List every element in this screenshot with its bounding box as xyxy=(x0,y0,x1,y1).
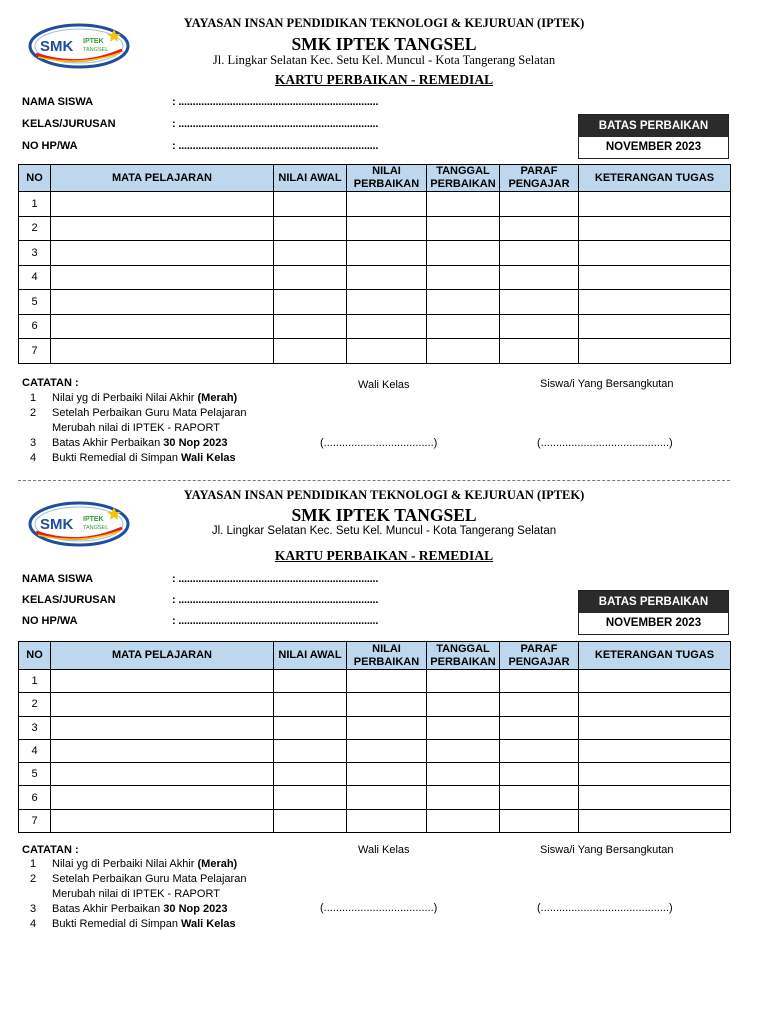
note-item xyxy=(30,918,330,932)
table-row xyxy=(19,739,731,762)
col-header-nilai-awal: NILAI AWAL xyxy=(274,165,347,192)
table-cell[interactable] xyxy=(347,670,427,693)
row-number: 4 xyxy=(19,265,51,290)
school-name: SMK IPTEK TANGSEL xyxy=(291,34,477,54)
foundation-name: YAYASAN INSAN PENDIDIKAN TEKNOLOGI & KEJURUAN (IPTEK) xyxy=(183,16,585,30)
table-cell[interactable] xyxy=(579,265,731,290)
note-item xyxy=(30,392,330,406)
note-item xyxy=(30,903,330,917)
note-text: Setelah Perbaikan Guru Mata Pelajaran xyxy=(52,407,247,419)
foundation-name: YAYASAN INSAN PENDIDIKAN TEKNOLOGI & KEJURUAN (IPTEK) xyxy=(183,488,585,502)
col-header-keterangan: KETERANGAN TUGAS xyxy=(579,642,731,670)
table-row xyxy=(19,290,731,315)
table-cell[interactable] xyxy=(500,314,579,339)
note-item xyxy=(30,858,330,872)
table-row xyxy=(19,216,731,241)
col-header-paraf: PARAF PENGAJAR xyxy=(500,642,579,670)
siswa-signature-line: (..........................................) xyxy=(537,437,673,449)
field-value-kelas: : ...................................................................... xyxy=(172,594,379,606)
table-cell[interactable] xyxy=(500,670,579,693)
table-row xyxy=(19,716,731,739)
logo-text-sub2: TANGSEL xyxy=(83,525,109,531)
row-number: 6 xyxy=(19,786,51,809)
table-row xyxy=(19,763,731,786)
table-cell[interactable] xyxy=(51,716,274,739)
table-cell[interactable] xyxy=(51,763,274,786)
note-bold: (Merah) xyxy=(197,392,238,404)
col-header-paraf: PARAF PENGAJAR xyxy=(500,165,579,192)
table-row xyxy=(19,314,731,339)
note-text: Merubah nilai di IPTEK - RAPORT xyxy=(52,422,220,434)
table-cell[interactable] xyxy=(500,290,579,315)
table-row xyxy=(19,241,731,266)
table-cell[interactable] xyxy=(274,716,347,739)
note-text: Merubah nilai di IPTEK - RAPORT xyxy=(52,888,220,900)
note-text: Bukti Remedial di Simpan xyxy=(52,452,182,464)
table-cell[interactable] xyxy=(347,786,427,809)
field-value-hp: : ...................................................................... xyxy=(172,140,379,152)
table-header-row xyxy=(19,642,731,670)
row-number: 3 xyxy=(19,241,51,266)
table-cell[interactable] xyxy=(427,693,500,716)
table-cell[interactable] xyxy=(427,241,500,266)
table-cell[interactable] xyxy=(427,809,500,832)
note-bold: (Merah) xyxy=(197,858,238,870)
table-row xyxy=(19,786,731,809)
wali-kelas-label: Wali Kelas xyxy=(358,379,410,391)
table-row xyxy=(19,192,731,217)
note-item xyxy=(30,452,330,466)
table-cell[interactable] xyxy=(274,290,347,315)
note-text: Setelah Perbaikan Guru Mata Pelajaran xyxy=(52,873,247,885)
logo-text-sub2: TANGSEL xyxy=(83,47,109,53)
table-cell[interactable] xyxy=(274,693,347,716)
field-label-hp: NO HP/WA xyxy=(22,615,78,627)
table-cell[interactable] xyxy=(274,809,347,832)
wali-kelas-signature-line: (....................................) xyxy=(320,437,438,449)
note-number: 2 xyxy=(30,407,37,419)
remedial-card-1 xyxy=(0,0,768,476)
note-number: 2 xyxy=(30,873,37,885)
table-cell[interactable] xyxy=(274,314,347,339)
col-header-nilai-perbaikan: NILAI PERBAIKAN xyxy=(347,165,427,192)
table-cell[interactable] xyxy=(274,670,347,693)
deadline-value: NOVEMBER 2023 xyxy=(605,617,702,629)
siswa-signature-line: (..........................................) xyxy=(537,902,673,914)
note-text: Batas Akhir Perbaikan xyxy=(52,903,164,915)
note-text: Batas Akhir Perbaikan xyxy=(52,437,164,449)
table-cell[interactable] xyxy=(347,216,427,241)
table-cell[interactable] xyxy=(274,241,347,266)
note-text: Nilai yg di Perbaiki Nilai Akhir xyxy=(52,392,198,404)
table-cell[interactable] xyxy=(427,739,500,762)
table-cell[interactable] xyxy=(51,241,274,266)
table-cell[interactable] xyxy=(427,265,500,290)
table-cell[interactable] xyxy=(579,290,731,315)
card-title: KARTU PERBAIKAN - REMEDIAL xyxy=(274,72,494,87)
field-value-kelas: : ...................................................................... xyxy=(172,118,379,130)
note-bold: Wali Kelas xyxy=(181,452,236,464)
table-cell[interactable] xyxy=(500,739,579,762)
table-cell[interactable] xyxy=(500,809,579,832)
table-cell[interactable] xyxy=(579,216,731,241)
table-cell[interactable] xyxy=(274,216,347,241)
logo-text-sub1: IPTEK xyxy=(83,516,104,523)
table-cell[interactable] xyxy=(500,241,579,266)
table-cell[interactable] xyxy=(347,739,427,762)
table-row xyxy=(19,339,731,364)
table-cell[interactable] xyxy=(347,265,427,290)
col-header-keterangan: KETERANGAN TUGAS xyxy=(579,165,731,192)
table-cell[interactable] xyxy=(427,670,500,693)
table-cell[interactable] xyxy=(500,693,579,716)
table-cell[interactable] xyxy=(579,716,731,739)
table-cell[interactable] xyxy=(347,192,427,217)
table-cell[interactable] xyxy=(274,339,347,364)
table-cell[interactable] xyxy=(579,192,731,217)
note-number: 1 xyxy=(30,392,37,404)
table-cell[interactable] xyxy=(347,716,427,739)
deadline-value: NOVEMBER 2023 xyxy=(605,141,702,153)
table-cell[interactable] xyxy=(500,786,579,809)
table-row xyxy=(19,670,731,693)
table-cell[interactable] xyxy=(274,786,347,809)
note-number: 4 xyxy=(30,918,37,930)
note-bold: Wali Kelas xyxy=(181,918,236,930)
note-text: Bukti Remedial di Simpan xyxy=(52,918,182,930)
table-cell[interactable] xyxy=(427,763,500,786)
table-cell[interactable] xyxy=(579,809,731,832)
table-header-row xyxy=(19,165,731,192)
table-cell[interactable] xyxy=(51,670,274,693)
row-number: 6 xyxy=(19,314,51,339)
deadline-box xyxy=(578,590,729,635)
row-number: 3 xyxy=(19,716,51,739)
table-row xyxy=(19,265,731,290)
siswa-label: Siswa/i Yang Bersangkutan xyxy=(540,378,674,390)
table-cell[interactable] xyxy=(500,265,579,290)
table-cell[interactable] xyxy=(500,763,579,786)
note-number: 4 xyxy=(30,452,37,464)
field-label-kelas: KELAS/JURUSAN xyxy=(22,594,116,606)
table-cell[interactable] xyxy=(347,339,427,364)
remedial-table xyxy=(18,641,731,833)
note-number: 3 xyxy=(30,903,37,915)
table-cell[interactable] xyxy=(347,290,427,315)
table-cell[interactable] xyxy=(51,339,274,364)
note-text: Nilai yg di Perbaiki Nilai Akhir xyxy=(52,858,198,870)
table-cell[interactable] xyxy=(274,739,347,762)
col-header-mapel: MATA PELAJARAN xyxy=(51,165,274,192)
table-cell[interactable] xyxy=(427,192,500,217)
table-cell[interactable] xyxy=(274,763,347,786)
wali-kelas-signature-line: (....................................) xyxy=(320,902,438,914)
field-label-nama: NAMA SISWA xyxy=(22,573,94,585)
notes-title: CATATAN : xyxy=(22,377,79,389)
field-label-hp: NO HP/WA xyxy=(22,140,78,152)
note-bold: 30 Nop 2023 xyxy=(163,437,228,449)
field-value-hp: : ...................................................................... xyxy=(172,615,379,627)
table-cell[interactable] xyxy=(579,670,731,693)
col-header-no: NO xyxy=(19,642,51,670)
deadline-label: BATAS PERBAIKAN xyxy=(579,115,728,137)
logo-text-main: SMK xyxy=(40,516,74,533)
table-cell[interactable] xyxy=(347,241,427,266)
col-header-tanggal: TANGGAL PERBAIKAN xyxy=(427,642,500,670)
table-cell[interactable] xyxy=(51,786,274,809)
col-header-nilai-perbaikan: NILAI PERBAIKAN xyxy=(347,642,427,670)
row-number: 2 xyxy=(19,693,51,716)
table-cell[interactable] xyxy=(579,739,731,762)
table-cell[interactable] xyxy=(500,716,579,739)
logo-text-main: SMK xyxy=(40,38,74,55)
row-number: 7 xyxy=(19,339,51,364)
col-header-no: NO xyxy=(19,165,51,192)
note-item xyxy=(30,407,330,421)
table-cell[interactable] xyxy=(427,716,500,739)
table-row xyxy=(19,809,731,832)
table-cell[interactable] xyxy=(579,763,731,786)
table-cell[interactable] xyxy=(579,241,731,266)
row-number: 1 xyxy=(19,192,51,217)
remedial-table xyxy=(18,164,731,364)
table-cell[interactable] xyxy=(427,339,500,364)
table-cell[interactable] xyxy=(51,192,274,217)
row-number: 2 xyxy=(19,216,51,241)
table-cell[interactable] xyxy=(347,763,427,786)
table-cell[interactable] xyxy=(51,290,274,315)
note-number: 1 xyxy=(30,858,37,870)
field-label-nama: NAMA SISWA xyxy=(22,96,94,108)
field-value-nama: : ...................................................................... xyxy=(172,573,379,585)
school-address: Jl. Lingkar Selatan Kec. Setu Kel. Muncul - Kota Tangerang Selatan xyxy=(212,53,556,67)
table-cell[interactable] xyxy=(579,339,731,364)
col-header-tanggal: TANGGAL PERBAIKAN xyxy=(427,165,500,192)
table-cell[interactable] xyxy=(579,693,731,716)
table-cell[interactable] xyxy=(500,339,579,364)
note-number: 3 xyxy=(30,437,37,449)
cut-line xyxy=(18,480,730,481)
card-title: KARTU PERBAIKAN - REMEDIAL xyxy=(274,548,494,563)
note-bold: 30 Nop 2023 xyxy=(163,903,228,915)
row-number: 5 xyxy=(19,763,51,786)
table-cell[interactable] xyxy=(347,809,427,832)
table-cell[interactable] xyxy=(427,216,500,241)
table-cell[interactable] xyxy=(51,216,274,241)
table-cell[interactable] xyxy=(347,314,427,339)
row-number: 5 xyxy=(19,290,51,315)
row-number: 7 xyxy=(19,809,51,832)
table-cell[interactable] xyxy=(500,216,579,241)
table-cell[interactable] xyxy=(427,786,500,809)
note-item xyxy=(30,888,330,902)
table-cell[interactable] xyxy=(427,290,500,315)
table-cell[interactable] xyxy=(500,192,579,217)
table-cell[interactable] xyxy=(51,739,274,762)
table-cell[interactable] xyxy=(274,192,347,217)
table-cell[interactable] xyxy=(274,265,347,290)
notes-title: CATATAN : xyxy=(22,844,79,856)
col-header-mapel: MATA PELAJARAN xyxy=(51,642,274,670)
table-cell[interactable] xyxy=(51,693,274,716)
table-cell[interactable] xyxy=(579,786,731,809)
table-cell[interactable] xyxy=(427,314,500,339)
table-cell[interactable] xyxy=(51,809,274,832)
table-cell[interactable] xyxy=(51,265,274,290)
col-header-nilai-awal: NILAI AWAL xyxy=(274,642,347,670)
remedial-card-2 xyxy=(0,482,768,942)
table-cell[interactable] xyxy=(579,314,731,339)
logo-text-sub1: IPTEK xyxy=(83,38,104,45)
table-row xyxy=(19,693,731,716)
row-number: 4 xyxy=(19,739,51,762)
row-number: 1 xyxy=(19,670,51,693)
note-item xyxy=(30,437,330,451)
table-cell[interactable] xyxy=(51,314,274,339)
field-label-kelas: KELAS/JURUSAN xyxy=(22,118,116,130)
school-address: Jl. Lingkar Selatan Kec. Setu Kel. Muncul - Kota Tangerang Selatan xyxy=(211,525,557,537)
school-name: SMK IPTEK TANGSEL xyxy=(291,505,477,525)
note-item xyxy=(30,422,330,436)
deadline-box xyxy=(578,114,729,159)
wali-kelas-label: Wali Kelas xyxy=(358,844,410,856)
deadline-label: BATAS PERBAIKAN xyxy=(579,591,728,613)
field-value-nama: : ...................................................................... xyxy=(172,96,379,108)
siswa-label: Siswa/i Yang Bersangkutan xyxy=(540,844,674,856)
note-item xyxy=(30,873,330,887)
table-cell[interactable] xyxy=(347,693,427,716)
